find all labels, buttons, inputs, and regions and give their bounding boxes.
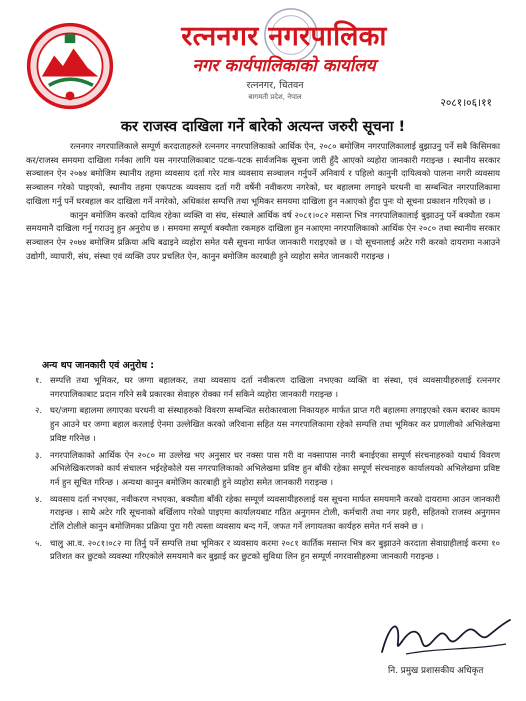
municipality-emblem-icon: [26, 22, 114, 110]
office-title: रत्ननगर नगरपालिका: [181, 21, 387, 52]
body-paragraph: रत्ननगर नगरपालिकाले सम्पूर्ण करदाताहरुले रत्ननगर नगरपालिकाको आर्थिक ऐन, २०८० बमोजिम नगरपालिकालाई बुझाउनु पर्ने सबै किसिमका कर/राजस्व समयमा दाखिला गर्नका लागि यस नगरपालिकाबाट पटक-पटक सार्वजनिक सूचना जारी हुँदै आएको व्यहोरा जानकारी गराइन्छ । स्थानीय सरकार सञ्चालन ऐन २०७४ बमोजिम स्थानीय तहमा व्यवसाय दर्ता गरेर मात्र व्यवसाय सञ्चालन गर्नुपर्ने अनिवार्य र पहिलो कानुनी दायित्वको पालना नगरी व्यवसाय सञ्चालन गरेको पाइएको, स्थानीय तहमा एकपटक व्यवसाय दर्ता गरी वर्षेनी नवीकरण नगरेको, घर बहालमा लगाइने घरधनी वा सम्बन्धित नगरपालिकामा दाखिला गर्नु पर्ने घरबहाल कर दाखिला गर्ने नगरेको, अधिकांश सम्पत्ति तथा भूमिकर समयमा दाखिला हुन नआएको हुँदा पुनः यो सूचना प्रकाशन गरिएको छ ।: [26, 141, 500, 206]
note-item: [22, 449, 500, 490]
notice-body: [26, 140, 500, 263]
note-item: [22, 374, 500, 401]
notes-list: [22, 374, 500, 567]
note-number: २.: [34, 405, 42, 416]
office-subtitle: नगर कार्यपालिकाको कार्यालय: [192, 56, 376, 76]
note-item: [22, 404, 500, 445]
notes-heading: अन्य थप जानकारी एवं अनुरोध :: [42, 360, 155, 371]
signature-icon: [376, 608, 516, 666]
note-text: व्यवसाय दर्ता नभएका, नवीकरण नभएका, बक्यौता बाँकी रहेका सम्पूर्ण व्यवसायीहरुलाई यस सूचना मार्फत समयमानै करको दायरामा आउन जानकारी गराइन्छ । साथै अटेर गरि सूचनाको बर्खिलाप गरेको पाइएमा कार्यालयबाट गठित अनुगमन टोली, कर्मचारी तथा नगर प्रहरी, सहितको राजस्व अनुगमन टोलि टोलीले कानुन बमोजिमका प्रक्रिया पुरा गरी त्यस्ता व्यवसाय बन्द गर्ने, जफत गर्ने लगायतका कार्यहरु समेत गर्न सक्ने छ ।: [50, 493, 500, 532]
office-province: बागमती प्रदेश, नेपाल: [248, 93, 302, 101]
note-text: नगरपालिकाको आर्थिक ऐन २०८० मा उल्लेख भए अनुसार घर नक्सा पास गरी वा नक्सापास नगरी बनाईएका सम्पूर्ण संरचनाहरुको यथार्थ विवरण अभिलेखिकरणको कार्य संचालन भईरहेकोले यस नगरपालिकाको अभिलेखमा प्रविष्ट हुन बाँकी रहेका सम्पूर्ण संरचनाहरु कार्यालयको अभिलेखमा प्रविष्ट गर्न हुन सूचित गरिन्छ । अन्यथा कानुन बमोजिम कारबाही हुने व्यहोरा समेत जानकारी गराइन्छ ।: [50, 449, 500, 487]
note-number: ५.: [34, 537, 42, 548]
note-item: [22, 537, 500, 564]
signer-title: नि. प्रमुख प्रशासकीय अधिकृत: [388, 666, 484, 676]
note-text: चालु आ.व. २०८१।०८२ मा तिर्नु पर्ने सम्पत्ति तथा भूमिकर र व्यवसाय करमा २०८१ कार्तिक मसान्त भित्र कर बुझाउने करदाता सेवाग्राहीलाई करमा १० प्रतिशत कर छुटको व्यवस्था गरिएकोले समयमानै कर बुझाई कर छुटको सुविधा लिन हुन सम्पूर्ण नगरवासीहरुमा जानकारी गराइन्छ ।: [50, 537, 500, 562]
note-number: १.: [34, 375, 42, 385]
notice-subject: कर राजस्व दाखिला गर्ने बारेको अत्यन्त जरुरी सूचना !: [120, 119, 406, 135]
office-location: रत्ननगर, चितवन: [246, 80, 304, 91]
note-item: [22, 493, 500, 534]
note-number: ४.: [34, 493, 42, 504]
note-number: ३.: [34, 449, 42, 460]
notice-date: २०८१।०६।११: [440, 97, 492, 109]
note-text: घर/जग्गा बहालमा लगाएका घरधनी वा संस्थाहरुको विवरण सम्बन्धित सरोकारवाला निकायहरु मार्फत प्राप्त गरी बहालमा लगाइएको रकम बराबर कायम हुन आउने घर जग्गा बहाल करलाई ऐनमा उल्लेखित करको जरिवाना सहित यस नगरपालिकामा रहेको सम्पत्ति तथा भूमिकर कर प्रणालीको अभिलेखमा प्रविष्ट गरिनेछ ।: [50, 405, 500, 443]
body-paragraph: कानुन बमोजिम करको दायित्व रहेका व्यक्ति वा संघ, संस्थाले आर्थिक वर्ष २०८१।०८२ मसान्त भित्र नगरपालिकालाई बुझाउनु पर्ने बक्यौता रकम समयमानै दाखिला गर्नु गराउनु हुन अनुरोध छ । समयमा सम्पूर्ण बक्यौता रकमहरु दाखिला हुन नआएमा नगरपालिकाको आर्थिक ऐन २०८० तथा स्थानीय सरकार सञ्चालन ऐन २०७४ बमोजिम प्रक्रिया अघि बढाइने व्यहोरा समेत यसै सूचना मार्फत जानकारी गराइएको छ । यो सूचनालाई अटेर गरी करको दायरामा नआउने उद्योगी, व्यापारी, संघ, संस्था एवं व्यक्ति उपर प्रचलित ऐन, कानुन बमोजिम कारबाही हुने व्यहोरा समेत जानकारी गराइन्छ ।: [26, 209, 500, 261]
note-text: सम्पत्ति तथा भूमिकर, घर जग्गा बहालकर, तथा व्यवसाय दर्ता नवीकरण दाखिला नभएका व्यक्ति वा संस्था, एवं व्यवसायीहरुलाई रत्ननगर नगरपालिकाबाट प्रदान गरिने सबै प्रकारका सेवाहरु रोक्का गर्न सकिने व्यहोरा जानकारी गराइन्छ ।: [50, 375, 500, 399]
